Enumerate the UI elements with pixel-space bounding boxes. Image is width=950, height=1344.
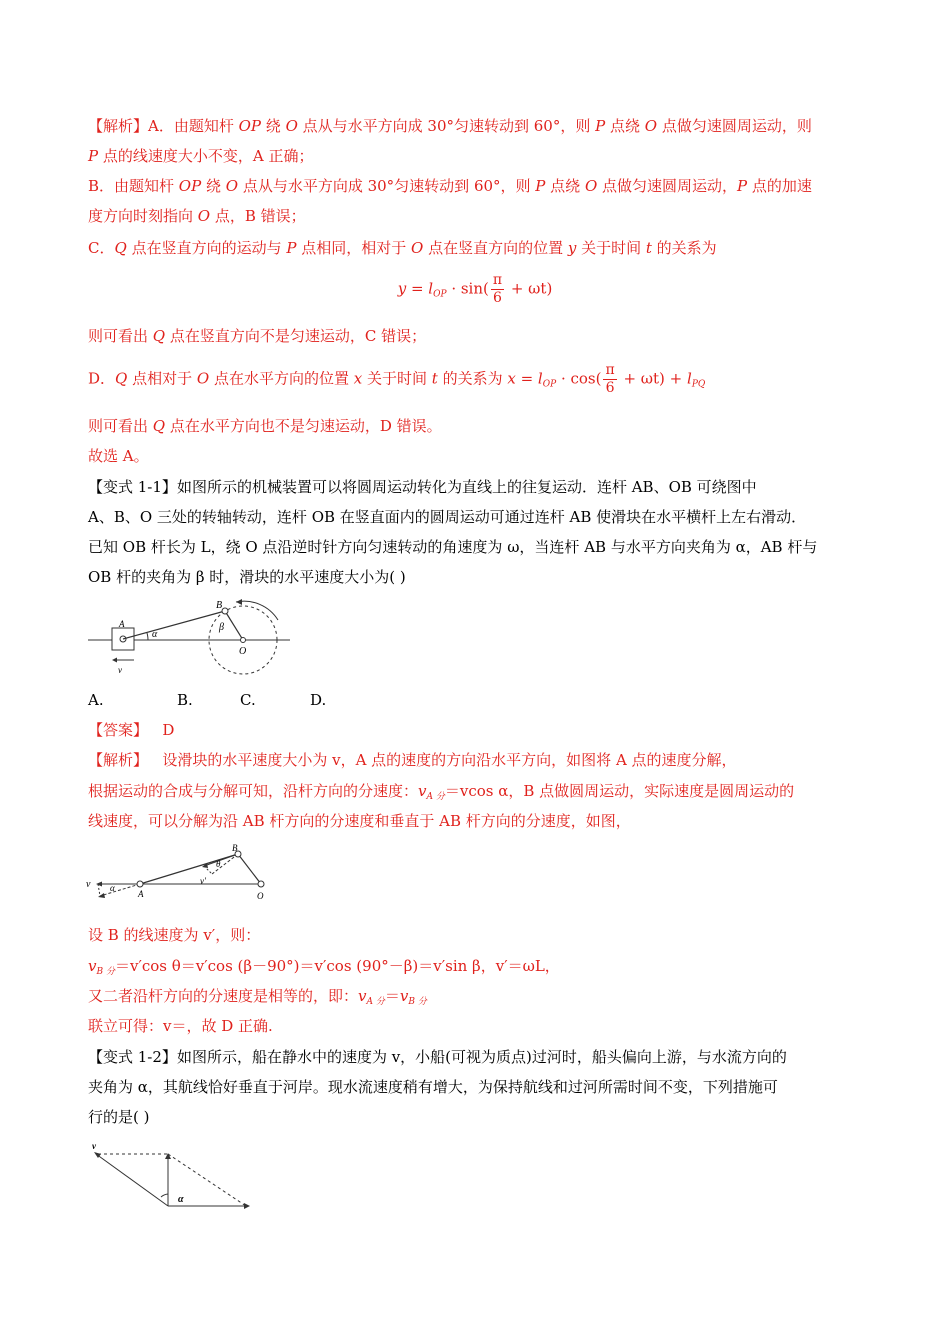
fig3-label-alpha: α [178,1194,184,1205]
fig1-label-B: B [216,600,223,611]
analysis-c-conclusion: 则可看出 Q 点在竖直方向不是匀速运动，C 错误； [88,327,427,345]
fig2-label-theta: θ [216,859,221,869]
velocity-arrow-icon [112,658,117,663]
fig2-label-vprime: v′ [200,876,206,886]
option-a[interactable]: A. [88,691,104,709]
fig2-label-O: O [257,891,264,901]
analysis-d-conclusion: 则可看出 Q 点在水平方向也不是匀速运动，D 错误。 [88,417,442,435]
figure-boat-velocity [86,1136,266,1216]
option-c[interactable]: C. [240,691,256,709]
variant-analysis-line5: $v_{B 分}=v'\cos$ θ＝v′cos (β－90°)＝v′cos (90°－β)＝v′sin β，v′＝ωL， [88,957,560,977]
option-b[interactable]: B. [177,691,193,709]
option-d[interactable]: D. [310,691,327,709]
rotation-arrow-icon [236,599,242,605]
variant-1-2-line1: 【变式 1-2】如图所示，船在静水中的速度为 v，小船(可视为质点)过河时，船头偏向上游，与水流方向的 [88,1048,787,1066]
variant-1-1-line4: OB 杆的夹角为 β 时，滑块的水平速度大小为( ) [88,568,406,586]
variant-1-2-line2: 夹角为 α，其航线恰好垂直于河岸。现水流速度稍有增大，为保持航线和过河所需时间不变，下列措施可 [88,1078,778,1096]
analysis-a-line1: 【解析】A．由题知杆 OP 绕 O 点从与水平方向成 30°匀速转动到 60°，则 P 点绕 O 点做匀速圆周运动，则 [88,117,812,135]
variant-analysis-line3: 线速度，可以分解为沿 AB 杆方向的分速度和垂直于 AB 杆方向的分速度，如图， [88,812,631,830]
analysis-b-line2: 度方向时刻指向 O 点，B 错误； [88,207,306,225]
fig1-label-A: A [119,619,125,629]
formula-y: $y = l_{OP} \cdot \sin$( $\frac{\pi}{6}$ + ωt) [397,272,553,306]
answer-line: 【答案】 D [88,721,175,739]
analysis-a-line2: P 点的线速度大小不变，A 正确； [88,147,314,165]
fig3-label-v: v [92,1141,96,1151]
fig2-label-A: A [138,889,144,899]
variant-analysis-line1: 【解析】 设滑块的水平速度大小为 v，A 点的速度的方向沿水平方向，如图将 A 点的速度分解， [88,751,737,769]
fig1-label-alpha: α [152,629,158,640]
fig1-label-v: v [118,665,122,675]
figure-crank-mechanism [86,594,296,680]
analysis-c-line1: C．Q 点在竖直方向的运动与 P 点相同，相对于 O 点在竖直方向的位置 y 关于时间 t 的关系为 [88,239,717,257]
variant-analysis-line2: 根据运动的合成与分解可知，沿杆方向的分速度：$v_{A 分}=vcos$ α，B 点做圆周运动，实际速度是圆周运动的 [88,782,795,802]
variant-1-1-line2: A、B、O 三处的转轴转动，连杆 OB 在竖直面内的圆周运动可通过连杆 AB 使滑块在水平横杆上左右滑动． [88,508,807,526]
variant-analysis-line6: 又二者沿杆方向的分速度是相等的，即：$v_{A 分}=v_{B 分}$ [88,987,427,1007]
fig2-label-B: B [232,843,238,853]
variant-1-2-line3: 行的是( ) [88,1108,150,1126]
analysis-b-line1: B．由题知杆 OP 绕 O 点从与水平方向成 30°匀速转动到 60°，则 P 点绕 O 点做匀速圆周运动，P 点的加速 [88,177,812,195]
fig1-label-O: O [239,646,247,657]
variant-analysis-line7: 联立可得：v＝，故 D 正确. [88,1017,273,1035]
fig2-label-alpha: α [110,883,115,893]
fig2-label-v: v [86,879,91,890]
analysis-d-line1: D．Q 点相对于 O 点在水平方向的位置 x 关于时间 t 的关系为 $x = l_{OP} \cdot \cos$( $\frac{\pi}{6}$ + $\omega t) + l_{PQ}$ [88,362,706,396]
variant-1-1-line3: 已知 OB 杆长为 L，绕 O 点沿逆时针方向匀速转动的角速度为 ω，当连杆 AB 与水平方向夹角为 α，AB 杆与 [88,538,818,556]
figure-velocity-decomposition [86,840,276,906]
analysis-choose: 故选 A。 [88,447,149,465]
variant-1-1-line1: 【变式 1-1】如图所示的机械装置可以将圆周运动转化为直线上的往复运动．连杆 AB、OB 可绕图中 [88,478,757,496]
variant-analysis-line4: 设 B 的线速度为 v′，则： [88,926,261,944]
fig1-label-beta: β [219,622,224,633]
